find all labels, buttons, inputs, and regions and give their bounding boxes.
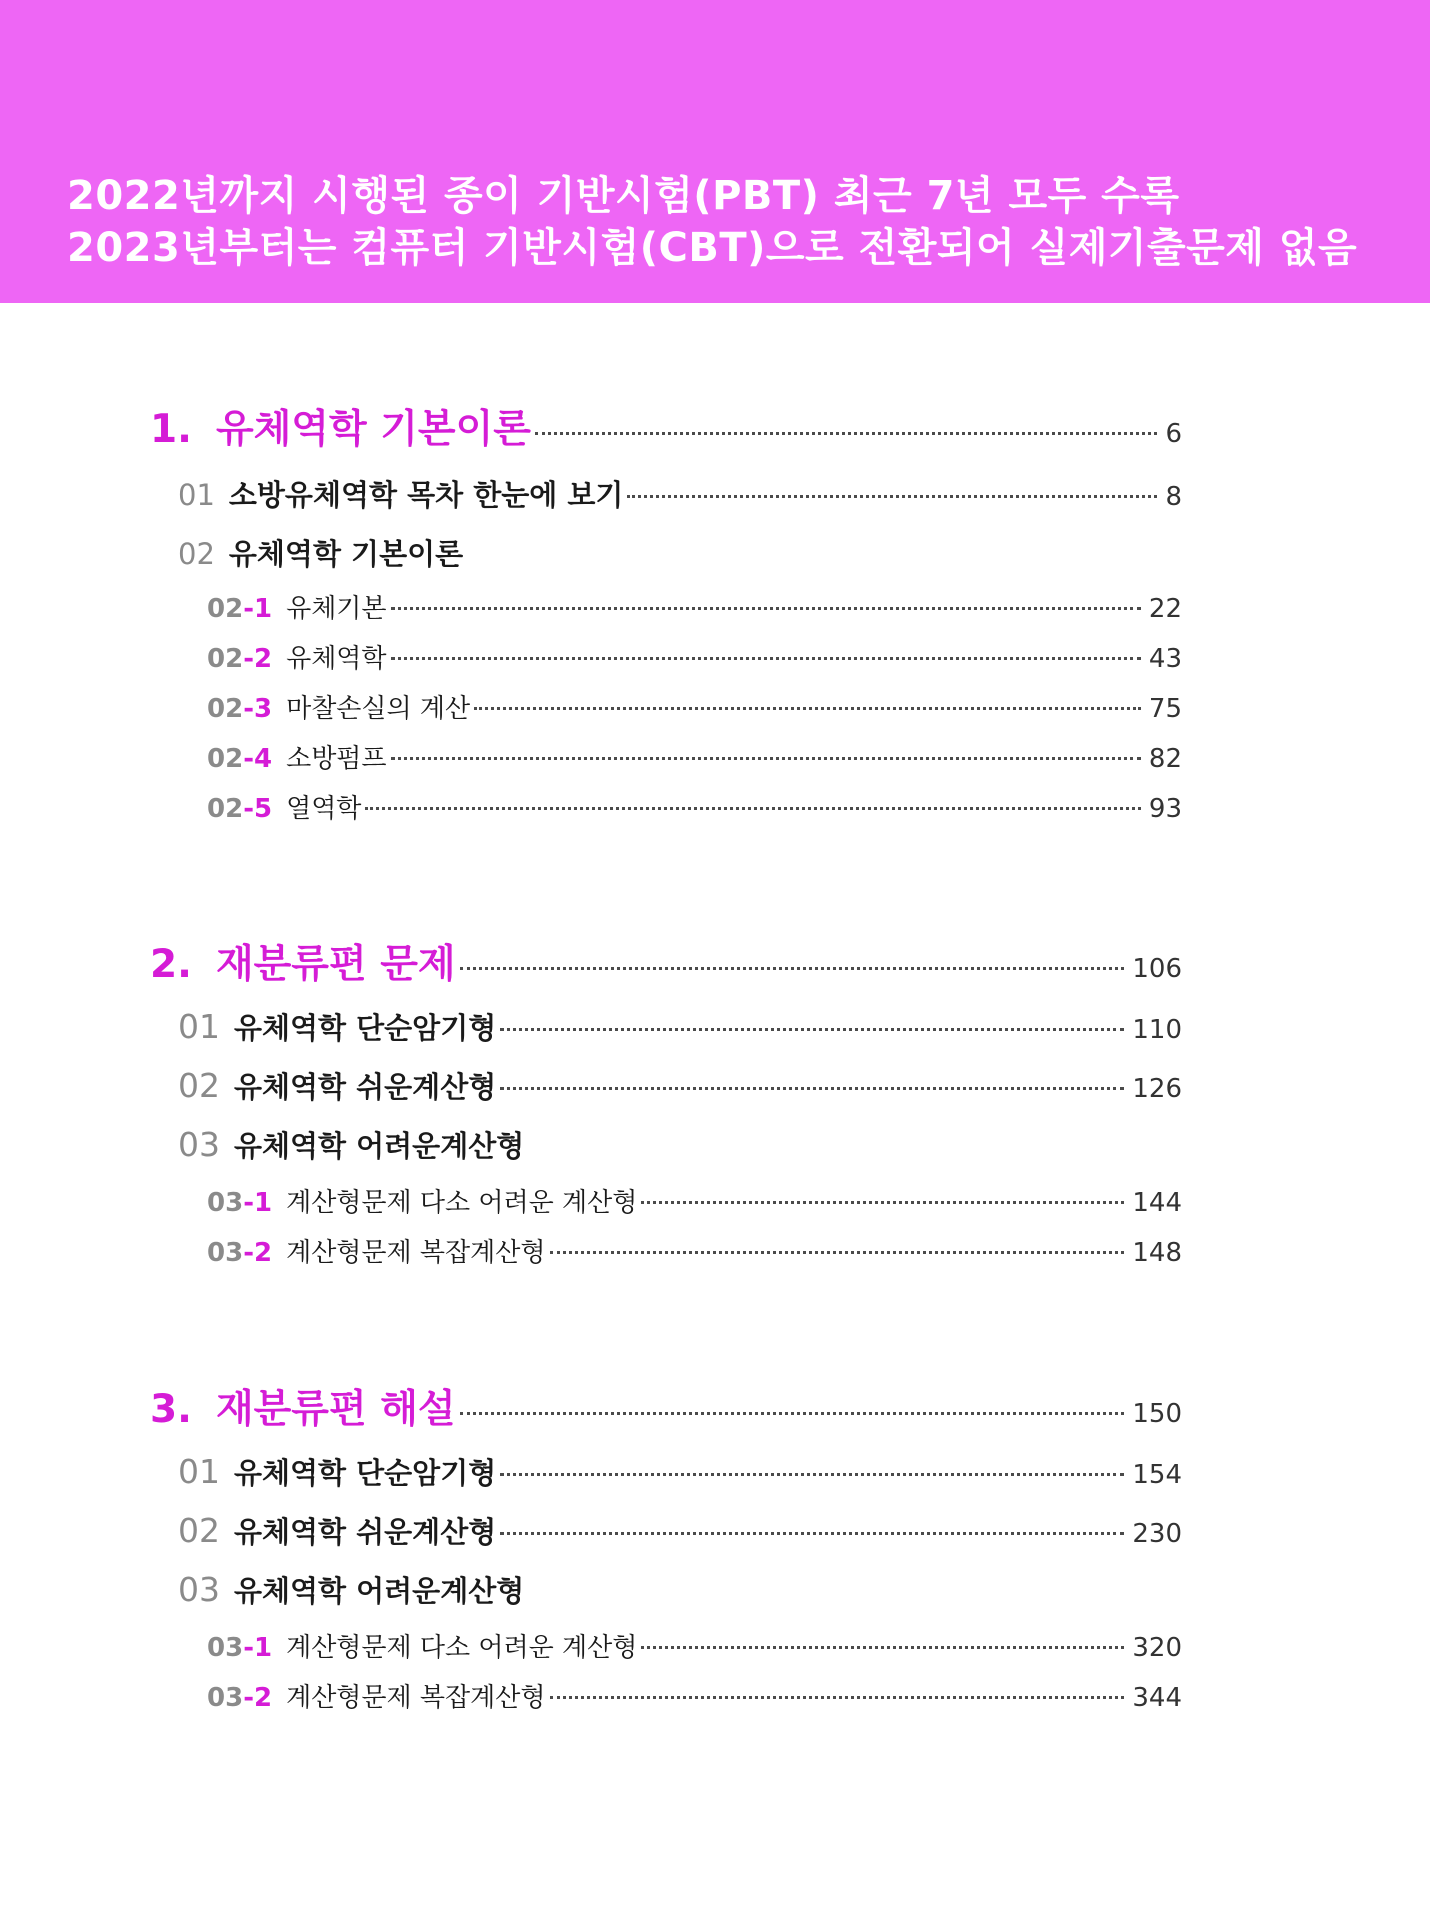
subitem-number-major: 02 xyxy=(207,794,244,824)
dot-leader xyxy=(535,432,1158,435)
section-title: 재분류편 해설 xyxy=(215,1387,456,1432)
subitem-number-minor: -4 xyxy=(243,744,273,774)
page-number: 82 xyxy=(1148,744,1182,774)
dot-leader xyxy=(500,1087,1124,1090)
subitem-number-major: 03 xyxy=(207,1188,244,1218)
subitem-number-minor: -1 xyxy=(243,594,273,624)
item-number: 01 xyxy=(178,478,215,512)
subitem-number-minor: -1 xyxy=(243,1633,273,1663)
toc-section-3[interactable] xyxy=(150,1378,1182,1434)
item-title: 유체역학 기본이론 xyxy=(228,537,464,571)
dot-leader xyxy=(641,1646,1124,1649)
banner-line-2: 2023년부터는 컴퓨터 기반시험(CBT)으로 전환되어 실제기출문제 없음 xyxy=(67,225,1358,271)
subitem-title: 계산형문제 복잡계산형 xyxy=(286,1238,546,1268)
page-number: 22 xyxy=(1148,594,1182,624)
toc-subitem-02-3[interactable] xyxy=(207,688,1182,725)
dot-leader xyxy=(550,1696,1125,1699)
toc-item-1-01[interactable] xyxy=(178,473,1182,514)
item-title: 유체역학 쉬운계산형 xyxy=(234,1515,497,1549)
dot-leader xyxy=(500,1473,1124,1476)
subitem-number-major: 02 xyxy=(207,694,244,724)
subitem-title: 유체기본 xyxy=(286,594,387,624)
subitem-number-minor: -5 xyxy=(243,794,273,824)
page-number: 144 xyxy=(1132,1188,1182,1218)
section-number: 3. xyxy=(150,1387,192,1432)
dot-leader xyxy=(391,757,1141,760)
item-title: 유체역학 단순암기형 xyxy=(234,1011,497,1045)
dot-leader xyxy=(460,967,1125,970)
subitem-title: 마찰손실의 계산 xyxy=(286,694,471,724)
subitem-number-minor: -2 xyxy=(243,644,273,674)
subitem-number-major: 03 xyxy=(207,1238,244,1268)
dot-leader xyxy=(550,1251,1125,1254)
toc-section-2[interactable] xyxy=(150,933,1182,989)
page-number: 154 xyxy=(1132,1460,1182,1490)
toc-subitem-02-2[interactable] xyxy=(207,638,1182,675)
page-number: 344 xyxy=(1132,1683,1182,1713)
page-number: 320 xyxy=(1132,1633,1182,1663)
dot-leader xyxy=(500,1532,1124,1535)
subitem-title: 소방펌프 xyxy=(286,744,387,774)
subitem-number-major: 03 xyxy=(207,1633,244,1663)
subitem-title: 계산형문제 다소 어려운 계산형 xyxy=(286,1188,638,1218)
page-number: 106 xyxy=(1132,954,1182,984)
page-number: 6 xyxy=(1165,419,1182,449)
dot-leader xyxy=(500,1028,1124,1031)
toc-item-3-03[interactable] xyxy=(178,1569,1182,1610)
toc-item-2-03[interactable] xyxy=(178,1124,1182,1165)
section-title: 유체역학 기본이론 xyxy=(215,407,531,452)
subitem-title: 계산형문제 다소 어려운 계산형 xyxy=(286,1633,638,1663)
item-number: 01 xyxy=(178,1007,220,1046)
toc-subitem-02-5[interactable] xyxy=(207,788,1182,825)
dot-leader xyxy=(365,807,1140,810)
toc-item-2-01[interactable] xyxy=(178,1006,1182,1047)
toc-item-1-02[interactable] xyxy=(178,532,1182,573)
subitem-number-major: 03 xyxy=(207,1683,244,1713)
section-number: 2. xyxy=(150,942,192,987)
dot-leader xyxy=(391,657,1141,660)
banner-line-1: 2022년까지 시행된 종이 기반시험(PBT) 최근 7년 모두 수록 xyxy=(67,173,1180,219)
subitem-number-minor: -1 xyxy=(243,1188,273,1218)
page-number: 148 xyxy=(1132,1238,1182,1268)
dot-leader xyxy=(474,707,1141,710)
item-number: 03 xyxy=(178,1125,220,1164)
toc-item-2-02[interactable] xyxy=(178,1065,1182,1106)
toc-item-3-01[interactable] xyxy=(178,1451,1182,1492)
item-number: 02 xyxy=(178,1066,220,1105)
page-number: 75 xyxy=(1148,694,1182,724)
toc-subitem-2-03-2[interactable] xyxy=(207,1232,1182,1269)
toc-subitem-3-03-2[interactable] xyxy=(207,1677,1182,1714)
item-title: 유체역학 어려운계산형 xyxy=(234,1574,525,1608)
toc-section-1[interactable] xyxy=(150,398,1182,454)
item-number: 01 xyxy=(178,1452,220,1491)
item-number: 02 xyxy=(178,1511,220,1550)
dot-leader xyxy=(627,495,1157,498)
toc-item-3-02[interactable] xyxy=(178,1510,1182,1551)
page-number: 43 xyxy=(1148,644,1182,674)
toc-subitem-3-03-1[interactable] xyxy=(207,1627,1182,1664)
item-title: 유체역학 어려운계산형 xyxy=(234,1129,525,1163)
subitem-title: 열역학 xyxy=(286,794,362,824)
item-number: 03 xyxy=(178,1570,220,1609)
toc-subitem-2-03-1[interactable] xyxy=(207,1182,1182,1219)
subitem-number-major: 02 xyxy=(207,744,244,774)
subitem-number-minor: -3 xyxy=(243,694,273,724)
subitem-title: 계산형문제 복잡계산형 xyxy=(286,1683,546,1713)
page-number: 93 xyxy=(1148,794,1182,824)
page-number: 110 xyxy=(1132,1015,1182,1045)
dot-leader xyxy=(641,1201,1124,1204)
toc-subitem-02-4[interactable] xyxy=(207,738,1182,775)
page-number: 230 xyxy=(1132,1519,1182,1549)
toc-subitem-02-1[interactable] xyxy=(207,588,1182,625)
dot-leader xyxy=(460,1412,1125,1415)
subitem-number-minor: -2 xyxy=(243,1683,273,1713)
item-title: 유체역학 단순암기형 xyxy=(234,1456,497,1490)
subitem-number-major: 02 xyxy=(207,594,244,624)
subitem-number-minor: -2 xyxy=(243,1238,273,1268)
section-title: 재분류편 문제 xyxy=(215,942,456,987)
page-number: 126 xyxy=(1132,1074,1182,1104)
item-number: 02 xyxy=(178,537,215,571)
section-number: 1. xyxy=(150,407,192,452)
page-number: 8 xyxy=(1165,482,1182,512)
subitem-number-major: 02 xyxy=(207,644,244,674)
header-banner xyxy=(0,0,1430,303)
dot-leader xyxy=(391,607,1141,610)
item-title: 유체역학 쉬운계산형 xyxy=(234,1070,497,1104)
page-number: 150 xyxy=(1132,1399,1182,1429)
item-title: 소방유체역학 목차 한눈에 보기 xyxy=(228,478,624,512)
subitem-title: 유체역학 xyxy=(286,644,387,674)
